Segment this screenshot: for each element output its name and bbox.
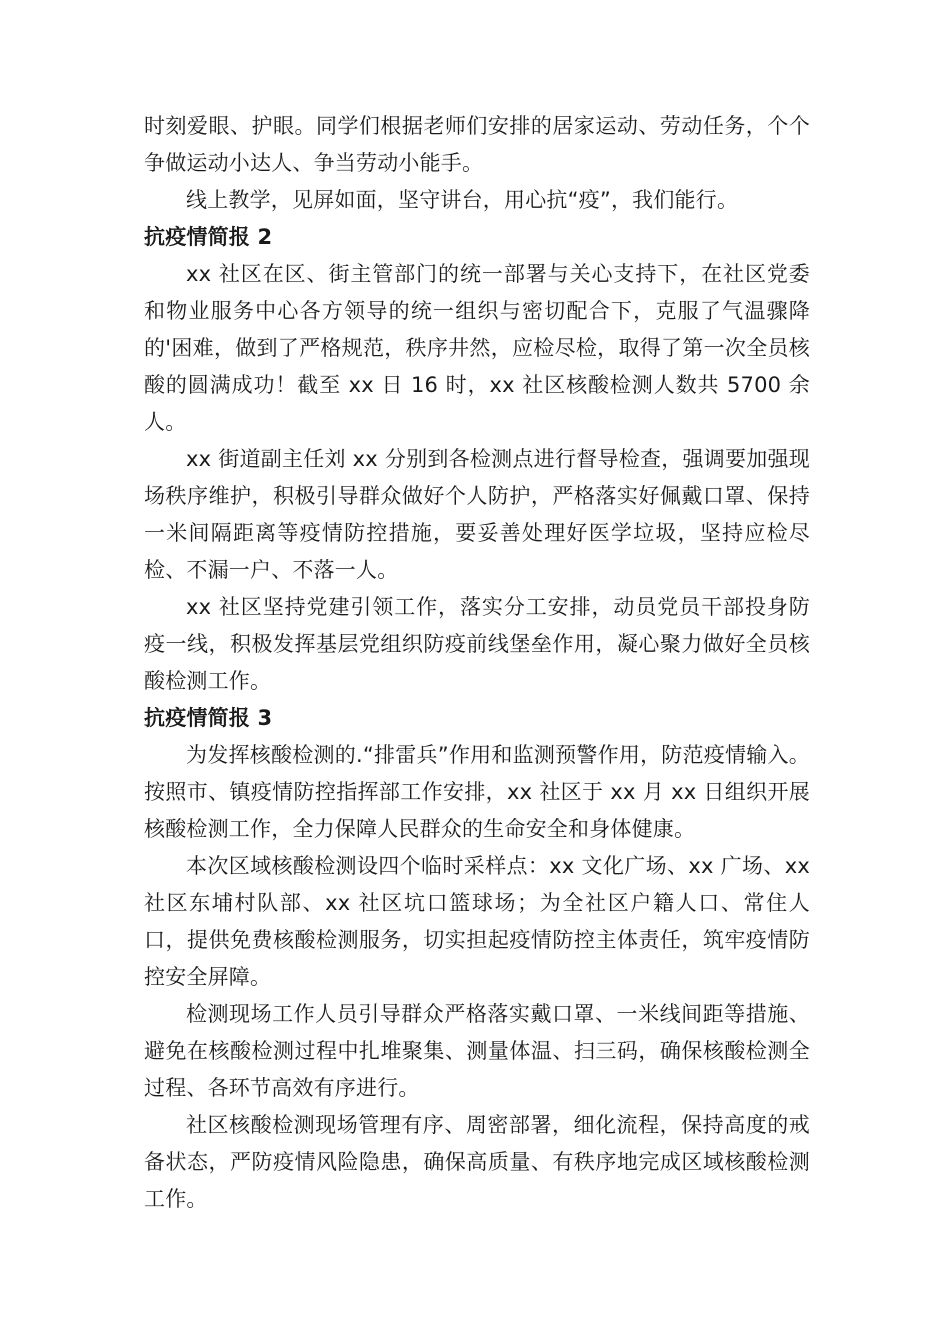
section-3-paragraph-2: 本次区域核酸检测设四个临时采样点：xx 文化广场、xx 广场、xx 社区东埔村队部、xx 社区坑口篮球场；为全社区户籍人口、常住人口，提供免费核酸检测服务，切实担起疫情防控主体责任，筑牢疫情防控安全屏障。 — [144, 854, 810, 989]
intro-paragraph-1: 时刻爱眼、护眼。同学们根据老师们安排的居家运动、劳动任务，个个争做运动小达人、争当劳动小能手。 — [144, 114, 810, 175]
section-3-paragraph-3: 检测现场工作人员引导群众严格落实戴口罩、一米线间距等措施、避免在核酸检测过程中扎堆聚集、测量体温、扫三码，确保核酸检测全过程、各环节高效有序进行。 — [144, 1002, 810, 1100]
section-2-paragraph-3: xx 社区坚持党建引领工作，落实分工安排，动员党员干部投身防疫一线，积极发挥基层党组织防疫前线堡垒作用，凝心聚力做好全员核酸检测工作。 — [144, 595, 810, 693]
section-2-paragraph-2: xx 街道副主任刘 xx 分别到各检测点进行督导检查，强调要加强现场秩序维护，积极引导群众做好个人防护，严格落实好佩戴口罩、保持一米间隔距离等疫情防控措施，要妥善处理好医学垃圾，坚持应检尽检、不漏一户、不落一人。 — [144, 447, 810, 582]
section-2-paragraph-1: xx 社区在区、街主管部门的统一部署与关心支持下，在社区党委和物业服务中心各方领导的统一组织与密切配合下，克服了气温骤降的'困难，做到了严格规范，秩序井然，应检尽检，取得了第一次全员核酸的圆满成功！截至 xx 日 16 时，xx 社区核酸检测人数共 5700 余人。 — [144, 262, 810, 434]
section-heading-3: 抗疫情简报 3 — [144, 706, 273, 730]
intro-paragraph-2: 线上教学，见屏如面，坚守讲台，用心抗“疫”，我们能行。 — [186, 188, 739, 212]
section-3-paragraph-1: 为发挥核酸检测的.“排雷兵”作用和监测预警作用，防范疫情输入。按照市、镇疫情防控指挥部工作安排，xx 社区于 xx 月 xx 日组织开展核酸检测工作，全力保障人民群众的生命安全和身体健康。 — [144, 743, 810, 841]
section-3-paragraph-4: 社区核酸检测现场管理有序、周密部署，细化流程，保持高度的戒备状态，严防疫情风险隐患，确保高质量、有秩序地完成区域核酸检测工作。 — [144, 1113, 810, 1211]
section-heading-2: 抗疫情简报 2 — [144, 225, 273, 249]
